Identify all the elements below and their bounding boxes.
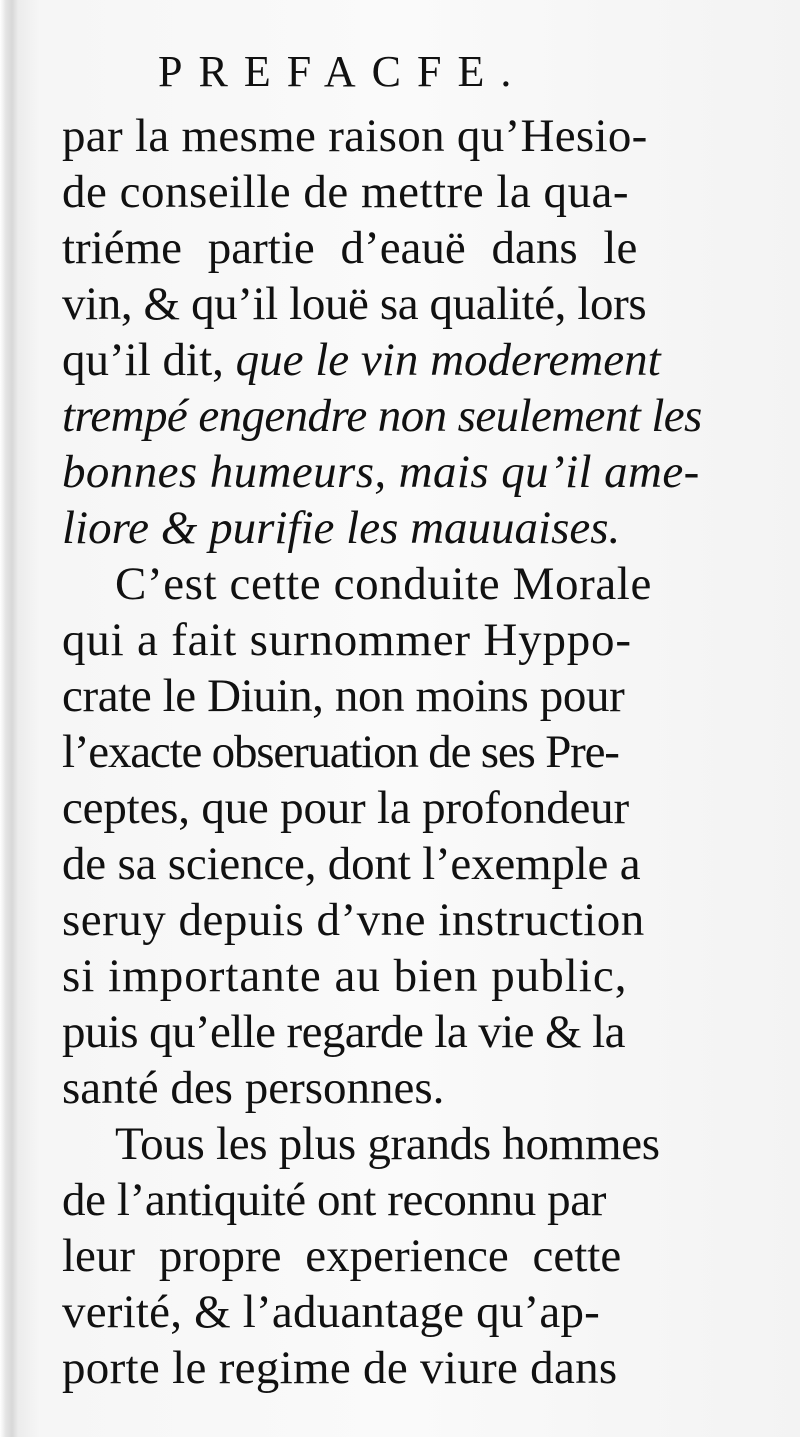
roman-segment: qu’il dit,: [62, 334, 236, 386]
text-line: de l’antiquité ont reconnu par: [62, 1174, 606, 1226]
text-line: si importante au bien public,: [62, 950, 628, 1002]
text-line: vin, & qu’il louë sa qualité, lors: [62, 278, 647, 330]
italic-segment: que le vin moderement: [235, 334, 661, 386]
text-line: verité, & l’aduantage qu’ap-: [62, 1286, 601, 1338]
text-line: liore & purifie les mauuaises.: [62, 502, 621, 554]
text-line: ceptes, que pour la profondeur: [62, 782, 629, 834]
text-line: crate le Diuin, non moins pour: [62, 670, 625, 722]
text-line: porte le regime de viure dans: [62, 1342, 618, 1394]
text-line: par la mesme raison qu’Hesio-: [62, 110, 648, 162]
running-header: PREFACFE.: [158, 47, 528, 96]
text-line: puis qu’elle regarde la vie & la: [62, 1006, 625, 1058]
text-line: trempé engendre non seulement les: [62, 390, 702, 442]
paragraph-start-line: C’est cette conduite Morale: [115, 558, 652, 610]
text-line: santé des personnes.: [62, 1062, 445, 1114]
text-line: de sa science, dont l’exemple a: [62, 838, 641, 890]
text-line: leur propre experience cette: [62, 1230, 622, 1282]
text-line: qui a fait surnommer Hyppo-: [62, 614, 632, 666]
page-gutter: [0, 0, 18, 1437]
paragraph-start-line: Tous les plus grands hommes: [115, 1118, 660, 1170]
text-line: triéme partie d’eauë dans le: [62, 222, 638, 274]
text-line: de conseille de mettre la qua-: [62, 166, 629, 218]
text-line: bonnes humeurs, mais qu’il ame-: [62, 446, 700, 498]
text-line: l’exacte obseruation de ses Pre-: [62, 726, 619, 778]
text-line: seruy depuis d’vne instruction: [62, 894, 645, 946]
text-line: [62, 332, 722, 388]
